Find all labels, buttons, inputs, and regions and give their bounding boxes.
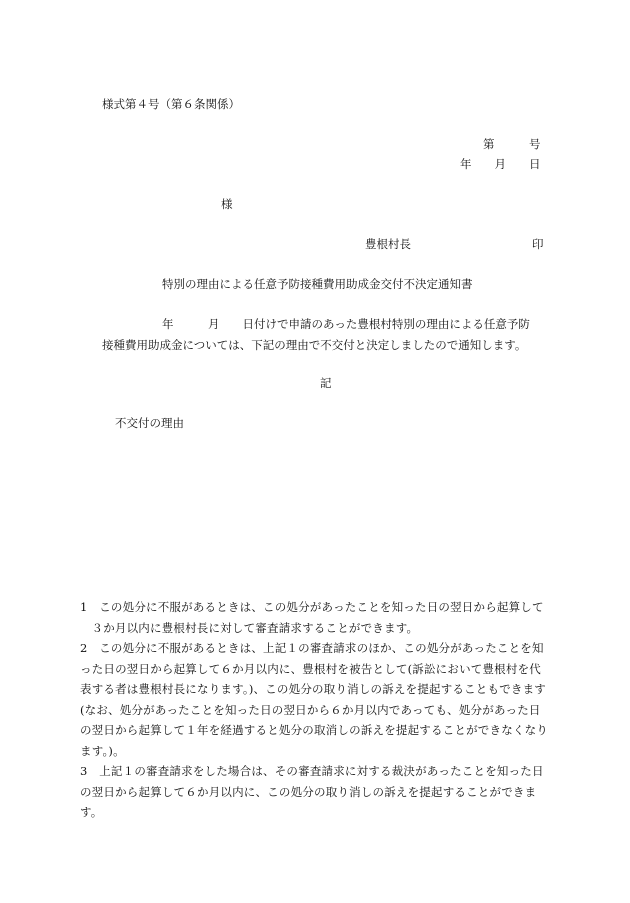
note-item: 3 上記１の審査請求をした場合は、その審査請求に対する裁決があったことを知った日の翌日から起算して６か月以内に、この処分の取り消しの訴えを提起することができます。: [80, 764, 544, 819]
note-item: 1 この処分に不服があるときは、この処分があったことを知った日の翌日から起算して３か月以内に豊根村長に対して審査請求することができます。: [80, 600, 544, 635]
addressee-suffix: 様: [221, 197, 233, 211]
ki-heading: 記: [320, 376, 332, 390]
issue-date: 年 月 日: [460, 157, 541, 171]
reason-label: 不交付の理由: [115, 416, 184, 430]
note-item: 2 この処分に不服があるときは、上記１の審査請求のほか、この処分があったことを知った日の翌日から起算して６か月以内に、豊根村を被告として(訴訟において豊根村を代表する者は豊根村長になります。)、この処分の取り消しの訴えを提起することもできます(なお、処分があったことを知った日の翌日から６か月以内であっても、処分があった日の翌日から起算して１年を経過すると処分の取消しの訴えを提起することができなくなります。)。: [80, 641, 548, 758]
notes-section: [80, 597, 550, 823]
document-title: 特別の理由による任意予防接種費用助成金交付不決定通知書: [162, 277, 473, 291]
seal-mark: 印: [532, 237, 544, 251]
document-number: 第 号: [483, 137, 541, 151]
form-number: 様式第４号（第６条関係）: [102, 97, 240, 111]
body-line-1: 年 月 日付けで申請のあった豊根村特別の理由による任意予防: [162, 317, 530, 331]
issuer-name: 豊根村長: [365, 237, 411, 251]
body-line-2: 接種費用助成金については、下記の理由で不交付と決定しましたので通知します。: [102, 338, 527, 352]
